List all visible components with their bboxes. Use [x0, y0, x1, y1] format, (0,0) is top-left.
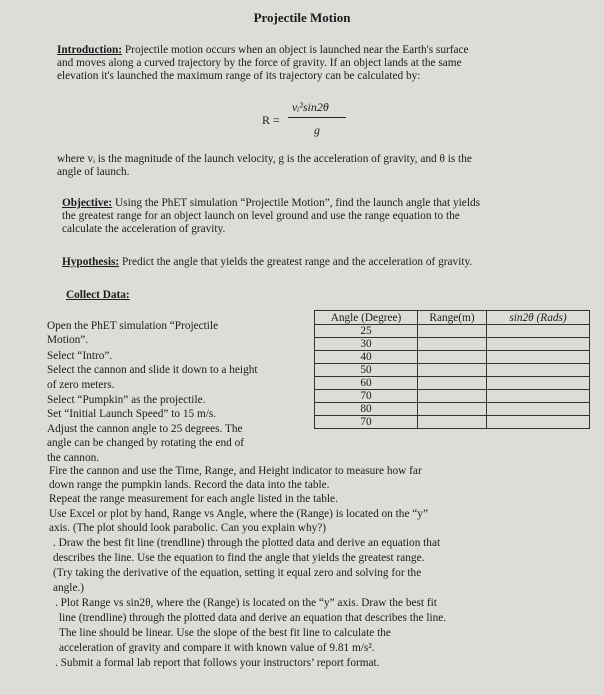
table-row — [315, 325, 590, 338]
angle-cell: 50 — [315, 364, 418, 377]
range-cell[interactable] — [418, 416, 487, 429]
range-cell[interactable] — [418, 351, 487, 364]
range-cell[interactable] — [418, 377, 487, 390]
procedure-line: Use Excel or plot by hand, Range vs Angle, where the (Range) is located on the “y” — [49, 508, 428, 520]
sin2theta-cell[interactable] — [487, 325, 590, 338]
sin2theta-cell[interactable] — [487, 416, 590, 429]
page-title: Projectile Motion — [253, 10, 351, 25]
instruction-line: Select “Pumpkin” as the projectile. — [47, 394, 206, 406]
range-cell[interactable] — [418, 325, 487, 338]
instruction-line: the cannon. — [47, 452, 100, 464]
table-row — [315, 416, 590, 429]
procedure-line: describes the line. Use the equation to find the angle that yields the greatest range. — [53, 552, 425, 564]
procedure-line: angle.) — [53, 582, 85, 594]
header-angle: Angle (Degree) — [315, 311, 418, 325]
objective-line-3: calculate the acceleration of gravity. — [62, 223, 226, 235]
sin2theta-cell[interactable] — [487, 403, 590, 416]
header-sin2theta: sin2θ (Rads) — [487, 311, 590, 325]
procedure-line: acceleration of gravity and compare it with known value of 9.81 m/s². — [59, 642, 375, 654]
sin2theta-cell[interactable] — [487, 351, 590, 364]
table-row — [315, 403, 590, 416]
hypothesis-line — [62, 256, 472, 270]
intro-line-2: and moves along a curved trajectory by the force of gravity. If an object lands at the same — [57, 57, 462, 69]
angle-cell: 30 — [315, 338, 418, 351]
instruction-line: angle can be changed by rotating the end of — [47, 437, 244, 449]
hypothesis-text: Predict the angle that yields the greatest range and the acceleration of gravity. — [119, 256, 473, 268]
fraction-bar — [288, 117, 346, 118]
objective-heading: Objective: — [62, 197, 113, 209]
header-range: Range(m) — [418, 311, 487, 325]
angle-cell: 25 — [315, 325, 418, 338]
intro-line-3: elevation it's launched the maximum range of its trajectory can be calculated by: — [57, 70, 421, 82]
intro-line-1 — [57, 44, 469, 58]
data-table — [314, 310, 590, 429]
angle-cell: 70 — [315, 416, 418, 429]
where-line-2: angle of launch. — [57, 166, 130, 178]
where-line-1: where vᵢ is the magnitude of the launch velocity, g is the acceleration of gravity, and θ is the — [57, 153, 472, 165]
objective-text-1: Using the PhET simulation “Projectile Motion”, find the launch angle that yields — [112, 197, 481, 209]
instruction-line: Adjust the cannon angle to 25 degrees. The — [47, 423, 243, 435]
range-cell[interactable] — [418, 390, 487, 403]
formula-lhs: R = — [262, 113, 280, 127]
sin2theta-cell[interactable] — [487, 377, 590, 390]
collect-data-heading: Collect Data: — [66, 289, 130, 301]
table-row — [315, 377, 590, 390]
hypothesis-heading: Hypothesis: — [62, 256, 120, 268]
objective-line-1 — [62, 197, 480, 211]
instruction-line: Motion”. — [47, 334, 89, 346]
instruction-line: Set “Initial Launch Speed” to 15 m/s. — [47, 408, 217, 420]
objective-line-2: the greatest range for an object launch on level ground and use the range equation to the — [62, 210, 460, 222]
instruction-line: Select the cannon and slide it down to a height — [47, 364, 258, 376]
procedure-line: axis. (The plot should look parabolic. Can you explain why?) — [49, 522, 327, 534]
intro-text-1: Projectile motion occurs when an object is launched near the Earth's surface — [122, 44, 469, 56]
procedure-line: . Plot Range vs sin2θ, where the (Range) is located on the “y” axis. Draw the best fit — [55, 597, 437, 609]
procedure-line: Repeat the range measurement for each angle listed in the table. — [49, 493, 338, 505]
sin2theta-cell[interactable] — [487, 364, 590, 377]
range-cell[interactable] — [418, 403, 487, 416]
instruction-line: Select “Intro”. — [47, 350, 113, 362]
instruction-line: of zero meters. — [47, 379, 115, 391]
procedure-line: . Draw the best fit line (trendline) through the plotted data and derive an equation that — [53, 537, 441, 549]
instruction-line: Open the PhET simulation “Projectile — [47, 320, 219, 332]
angle-cell: 70 — [315, 390, 418, 403]
formula-numerator: vᵢ²sin2θ — [292, 100, 329, 114]
angle-cell: 40 — [315, 351, 418, 364]
sin2theta-cell[interactable] — [487, 390, 590, 403]
angle-cell: 60 — [315, 377, 418, 390]
procedure-line: (Try taking the derivative of the equation, setting it equal zero and solving for the — [53, 567, 422, 579]
procedure-line: Fire the cannon and use the Time, Range, and Height indicator to measure how far — [49, 465, 422, 477]
formula-denominator: g — [314, 123, 320, 137]
range-cell[interactable] — [418, 364, 487, 377]
table-row — [315, 338, 590, 351]
procedure-line: . Submit a formal lab report that follows your instructors’ report format. — [55, 657, 380, 669]
angle-cell: 80 — [315, 403, 418, 416]
table-row — [315, 364, 590, 377]
table-row — [315, 351, 590, 364]
table-row — [315, 390, 590, 403]
procedure-line: The line should be linear. Use the slope of the best fit line to calculate the — [59, 627, 391, 639]
intro-heading: Introduction: — [57, 44, 123, 56]
procedure-line: down range the pumpkin lands. Record the data into the table. — [49, 479, 330, 491]
range-cell[interactable] — [418, 338, 487, 351]
table-header-row — [315, 311, 590, 325]
procedure-line: line (trendline) through the plotted data and derive an equation that describes the line. — [59, 612, 447, 624]
sin2theta-cell[interactable] — [487, 338, 590, 351]
